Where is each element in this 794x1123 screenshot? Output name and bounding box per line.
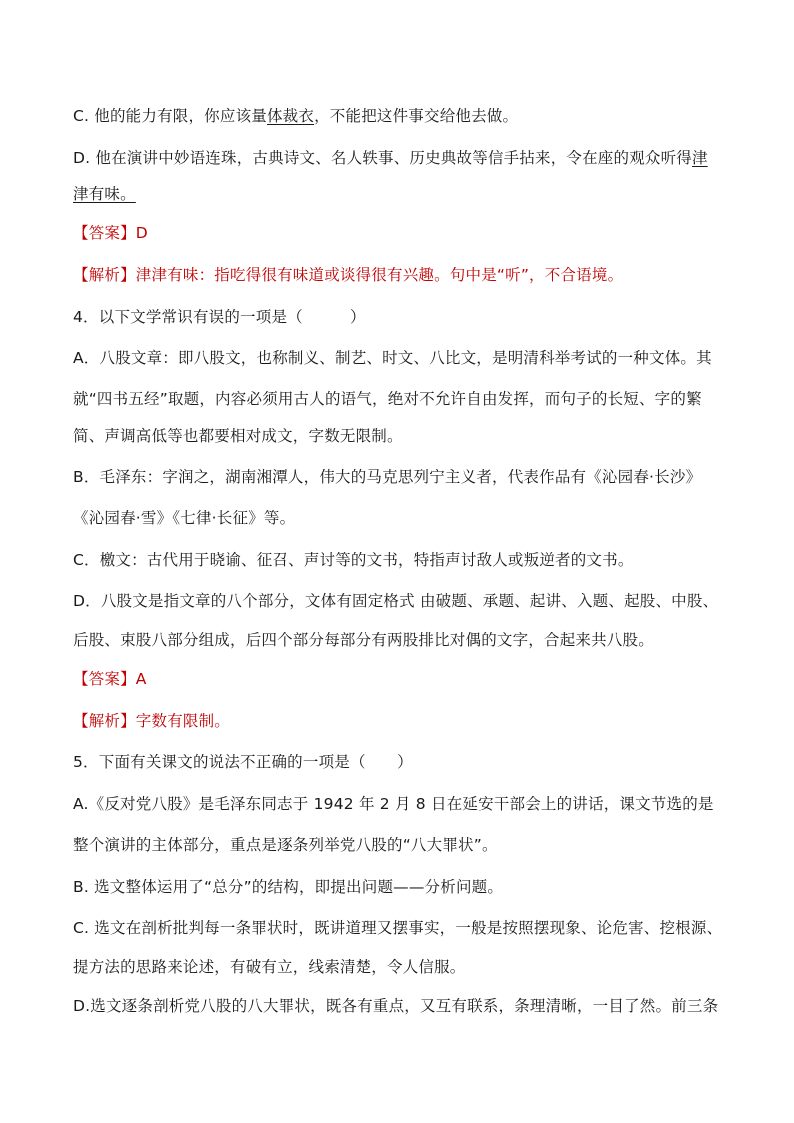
q4-option-b-line2: 《沁园春·雪》《七律·长征》等。 (73, 509, 296, 527)
underlined-idiom: 体裁衣 (266, 107, 315, 125)
q4-option-d-line2: 后股、束股八部分组成，后四个部分每部分有两股排比对偶的文字，合起来共八股。 (73, 631, 654, 649)
q5-stem: 5．下面有关课文的说法不正确的一项是（ ） (73, 753, 413, 771)
q4-analysis: 【解析】字数有限制。 (73, 712, 231, 730)
q5-option-a-line2: 整个演讲的主体部分，重点是逐条列举党八股的“八大罪状”。 (73, 836, 498, 854)
q3-option-d-line2 (73, 184, 136, 204)
option-d-text: D. 他在演讲中妙语连珠，古典诗文、名人轶事、历史典故等信手拈来，令在座的观众听得 (73, 149, 692, 167)
option-c-text-end: ，不能把这件事交给他去做。 (314, 107, 519, 125)
q4-stem: 4．以下文学常识有误的一项是（ ） (73, 308, 366, 326)
q4-option-a-line1: A．八股文章：即八股文，也称制义、制艺、时文、八比文，是明清科举考试的一种文体。其 (73, 349, 712, 367)
q4-option-d-line1: D．八股文是指文章的八个部分，文体有固定格式 由破题、承题、起讲、入题、起股、中股、 (73, 592, 719, 610)
q4-option-a-line2: 就“四书五经”取题，内容必须用古人的语气，绝对不允许自由发挥，而句子的长短、字的繁 (73, 390, 702, 408)
q5-option-c-line2: 提方法的思路来论述，有破有立，线索清楚，令人信服。 (73, 958, 466, 976)
q5-option-a-line1: A.《反对党八股》是毛泽东同志于 1942 年 2 月 8 日在延安干部会上的讲话，课文节选的是 (73, 795, 714, 813)
q3-answer: 【答案】D (73, 224, 148, 242)
q3-option-d-line1 (73, 148, 708, 168)
q4-answer: 【答案】A (73, 670, 147, 688)
q4-option-b-line1: B．毛泽东：字润之，湖南湘潭人，伟大的马克思列宁主义者，代表作品有《沁园春·长沙》 (73, 468, 702, 486)
q3-analysis: 【解析】津津有味：指吃得很有味道或谈得很有兴趣。句中是“听”，不合语境。 (73, 266, 624, 284)
q5-option-c-line1: C. 选文在剖析批判每一条罪状时，既讲道理又摆事实，一般是按照摆现象、论危害、挖根源、 (73, 919, 723, 937)
q4-option-c: C．檄文：古代用于晓谕、征召、声讨等的文书，特指声讨敌人或叛逆者的文书。 (73, 551, 634, 569)
q3-option-c (73, 106, 518, 126)
q5-option-b: B. 选文整体运用了“总分”的结构，即提出问题——分析问题。 (73, 878, 504, 896)
q4-option-a-line3: 简、声调高低等也都要相对成文，字数无限制。 (73, 427, 403, 445)
underlined-idiom-part2: 津有味。 (73, 185, 136, 203)
q5-option-d-line1: D.选文逐条剖析党八股的八大罪状，既各有重点，又互有联系，条理清晰，一目了然。前三条 (73, 997, 719, 1015)
underlined-idiom-part1: 津 (692, 149, 708, 167)
option-c-text: C. 他的能力有限，你应该量 (73, 107, 267, 125)
